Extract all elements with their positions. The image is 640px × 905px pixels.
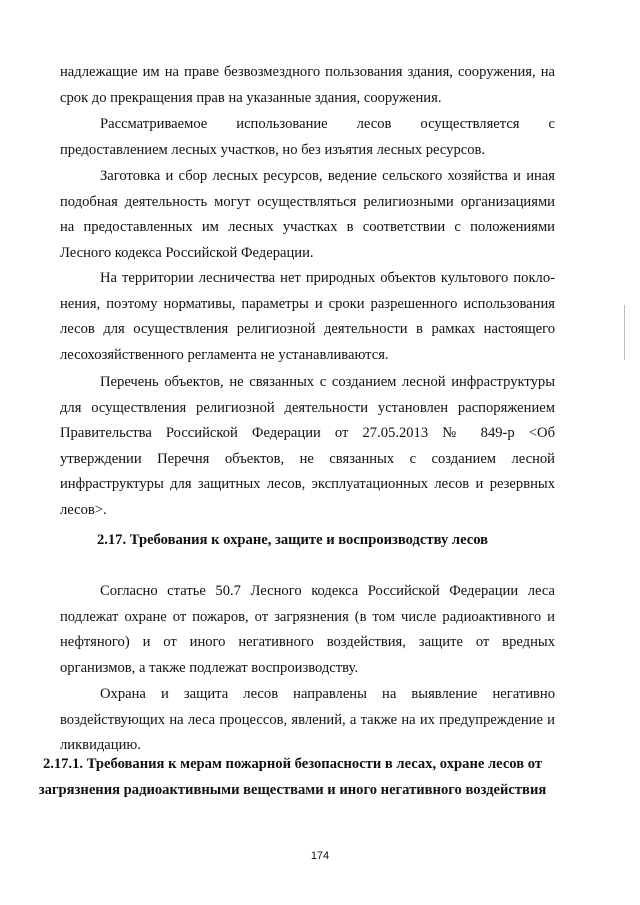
section-heading-2-17-1: 2.17.1. Требования к мерам пожарной безопасности в лесах, охране лесов от загрязнения радиоактивными веществами и иного негативного воздействия bbox=[38, 756, 547, 798]
paragraph-protection-aims: Охрана и защита лесов направлены на выявление негативно воздействующих на леса процессов, явлений, а также на их предупреждение и ликвидацию. bbox=[60, 686, 555, 754]
paragraph-use-of-forests: Рассматриваемое использование лесов осуществляется с предоставлением лесных участков, но без изъятия лесных ресурсов. bbox=[60, 116, 555, 158]
scan-margin-mark bbox=[624, 305, 625, 360]
paragraph-continuation: надлежащие им на праве безвозмездного пользования здания, сооружения, на срок до прекращения прав на указанные здания, сооружения. bbox=[60, 64, 555, 106]
paragraph-object-list: Перечень объектов, не связанных с созданием лесной инфраструктуры для осуществления религиозной деятельности установлен распоряжением Правительства Российской Федерации от 27.05.2013 № 849-р <Об утверждении Перечня объектов, не связанных с созданием лесной инфраструктуры для защитных лесов, эксплуатационных лесов и резервных лесов>. bbox=[60, 374, 555, 518]
paragraph-no-cult-objects: На территории лесничества нет природных объектов культового поклонения, поэтому нормативы, параметры и сроки разрешенного использования лесов для осуществления религиозной деятельности в рамках настоящего лесохозяйственного регламента не устанавливаются. bbox=[60, 270, 555, 363]
paragraph-harvesting: Заготовка и сбор лесных ресурсов, ведение сельского хозяйства и иная подобная деятельность могут осуществляться религиозными организациями на предоставленных им лесных участках в соответствии с положениями Лесного кодекса Российской Федерации. bbox=[60, 168, 555, 261]
section-heading-2-17: 2.17. Требования к охране, защите и воспроизводству лесов bbox=[96, 532, 489, 548]
paragraph-article-50-7: Согласно статье 50.7 Лесного кодекса Российской Федерации леса подлежат охране от пожаров, от загрязнения (в том числе радиоактивного и нефтяного) и от иного негативного воздействия, защите от вредных организмов, а также подлежат воспроизводству. bbox=[60, 583, 555, 676]
page-number: 174 bbox=[310, 850, 330, 862]
